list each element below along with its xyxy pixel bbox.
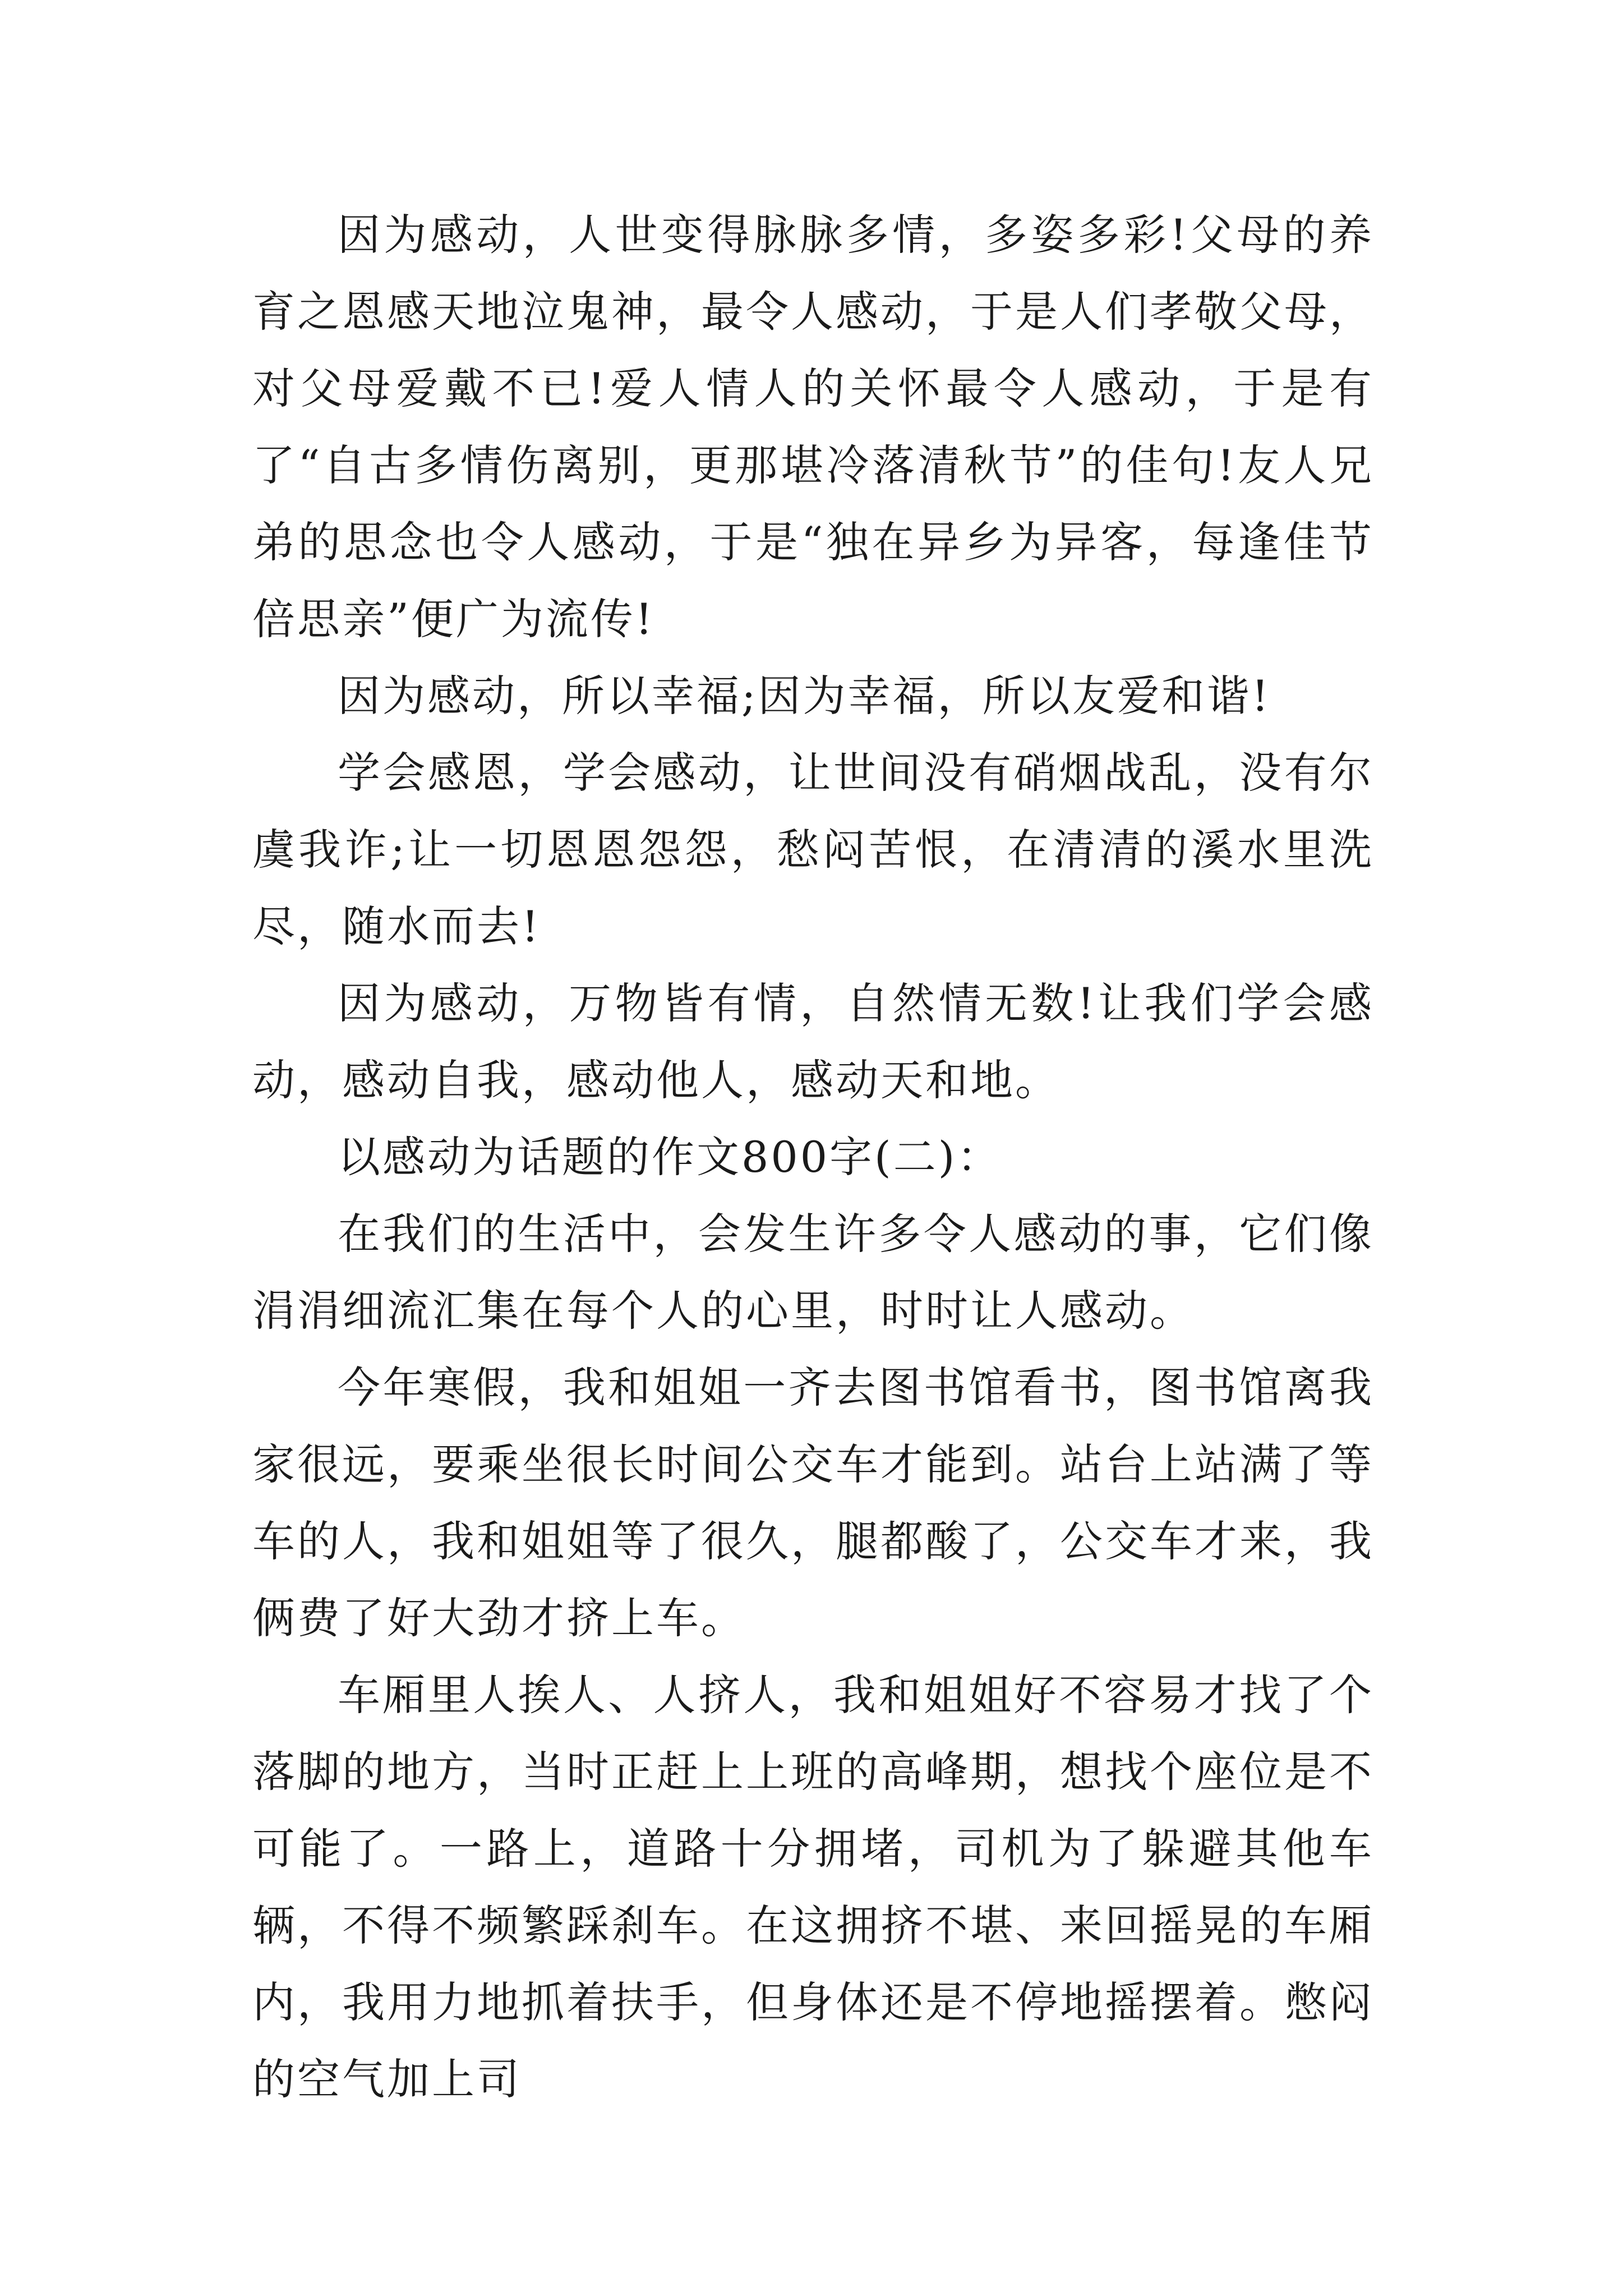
document-body [252,196,1374,2118]
section-heading: 以感动为话题的作文800字(二)： [338,1132,1002,1182]
paragraph-4: 因为感动，万物皆有情，自然情无数!让我们学会感动，感动自我，感动他人，感动天和地。 [252,978,1374,1105]
paragraph-5: 在我们的生活中，会发生许多令人感动的事，它们像涓涓细流汇集在每个人的心里，时时让人感动。 [252,1209,1374,1336]
paragraph-1: 因为感动，人世变得脉脉多情，多姿多彩!父母的养育之恩感天地泣鬼神，最令人感动，于是人们孝敬父母，对父母爱戴不已!爱人情人的关怀最令人感动，于是有了“自古多情伤离别，更那堪冷落清秋节”的佳句!友人兄弟的思念也令人感动，于是“独在异乡为异客，每逢佳节倍思亲”便广为流传! [252,210,1374,644]
paragraph-3: 学会感恩，学会感动，让世间没有硝烟战乱，没有尔虞我诈;让一切恩恩怨怨，愁闷苦恨，在清清的溪水里洗尽，随水而去! [252,748,1374,951]
paragraph-7: 车厢里人挨人、人挤人，我和姐姐好不容易才找了个落脚的地方，当时正赶上上班的高峰期，想找个座位是不可能了。一路上，道路十分拥堵，司机为了躲避其他车辆，不得不频繁踩刹车。在这拥挤不堪、来回摇晃的车厢内，我用力地抓着扶手，但身体还是不停地摇摆着。憋闷的空气加上司 [252,1670,1374,2104]
paragraph-6: 今年寒假，我和姐姐一齐去图书馆看书，图书馆离我家很远，要乘坐很长时间公交车才能到。站台上站满了等车的人，我和姐姐等了很久，腿都酸了，公交车才来，我俩费了好大劲才挤上车。 [252,1363,1374,1643]
paragraph-2: 因为感动，所以幸福;因为幸福，所以友爱和谐! [338,671,1271,721]
